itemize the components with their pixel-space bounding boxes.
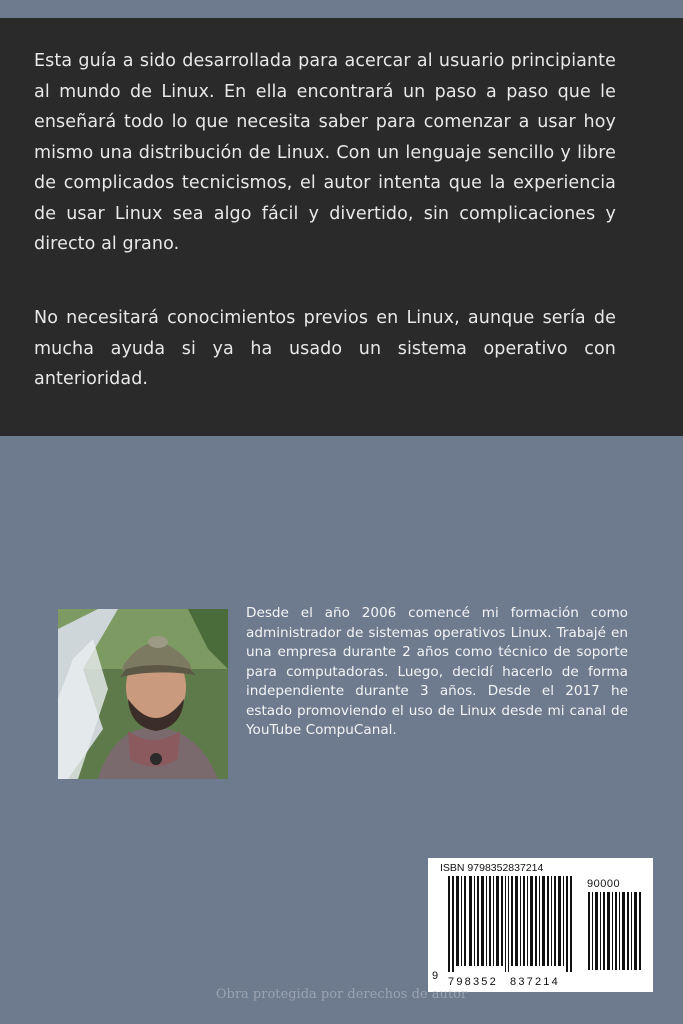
price-barcode-icon [586, 892, 646, 972]
isbn-barcode [428, 858, 653, 992]
barcode-digits-left: 798352 [448, 976, 498, 988]
copyright-watermark-bottom: Obra protegida por derechos de autor [215, 987, 468, 1002]
author-photo [58, 609, 228, 779]
author-bio: Desde el año 2006 comencé mi formación como administrador de sistemas operativos Linux. Trabajé en una empresa durante 2 años como técnico de soporte para computadoras. Luego, decidí hacerlo de forma independiente durante 3 años. Desde el 2017 he estado promoviendo el uso de Linux desde mi canal de YouTube CompuCanal. [246, 605, 628, 738]
isbn-label: ISBN 9798352837214 [440, 862, 544, 874]
price-code: 90000 [587, 878, 621, 890]
barcode-bars-icon [434, 876, 582, 976]
barcode-digits-right: 837214 [510, 976, 560, 988]
barcode-digit-first: 9 [432, 970, 441, 982]
description-paragraph-2: No necesitará conocimientos previos en Linux, aunque sería de mucha ayuda si ya ha usado un sistema operativo con anterioridad. [34, 308, 616, 389]
description-paragraph-1: Esta guía a sido desarrollada para acercar al usuario principiante al mundo de Linux. En ella encontrará un paso a paso que le enseñará todo lo que necesita saber para comenzar a usar hoy mismo una distribución de Linux. Con un lenguaje sencillo y libre de complicados tecnicismos, el autor intenta que la experiencia de usar Linux sea algo fácil y divertido, sin complicaciones y directo al grano. [34, 51, 616, 254]
description-panel [0, 18, 683, 436]
